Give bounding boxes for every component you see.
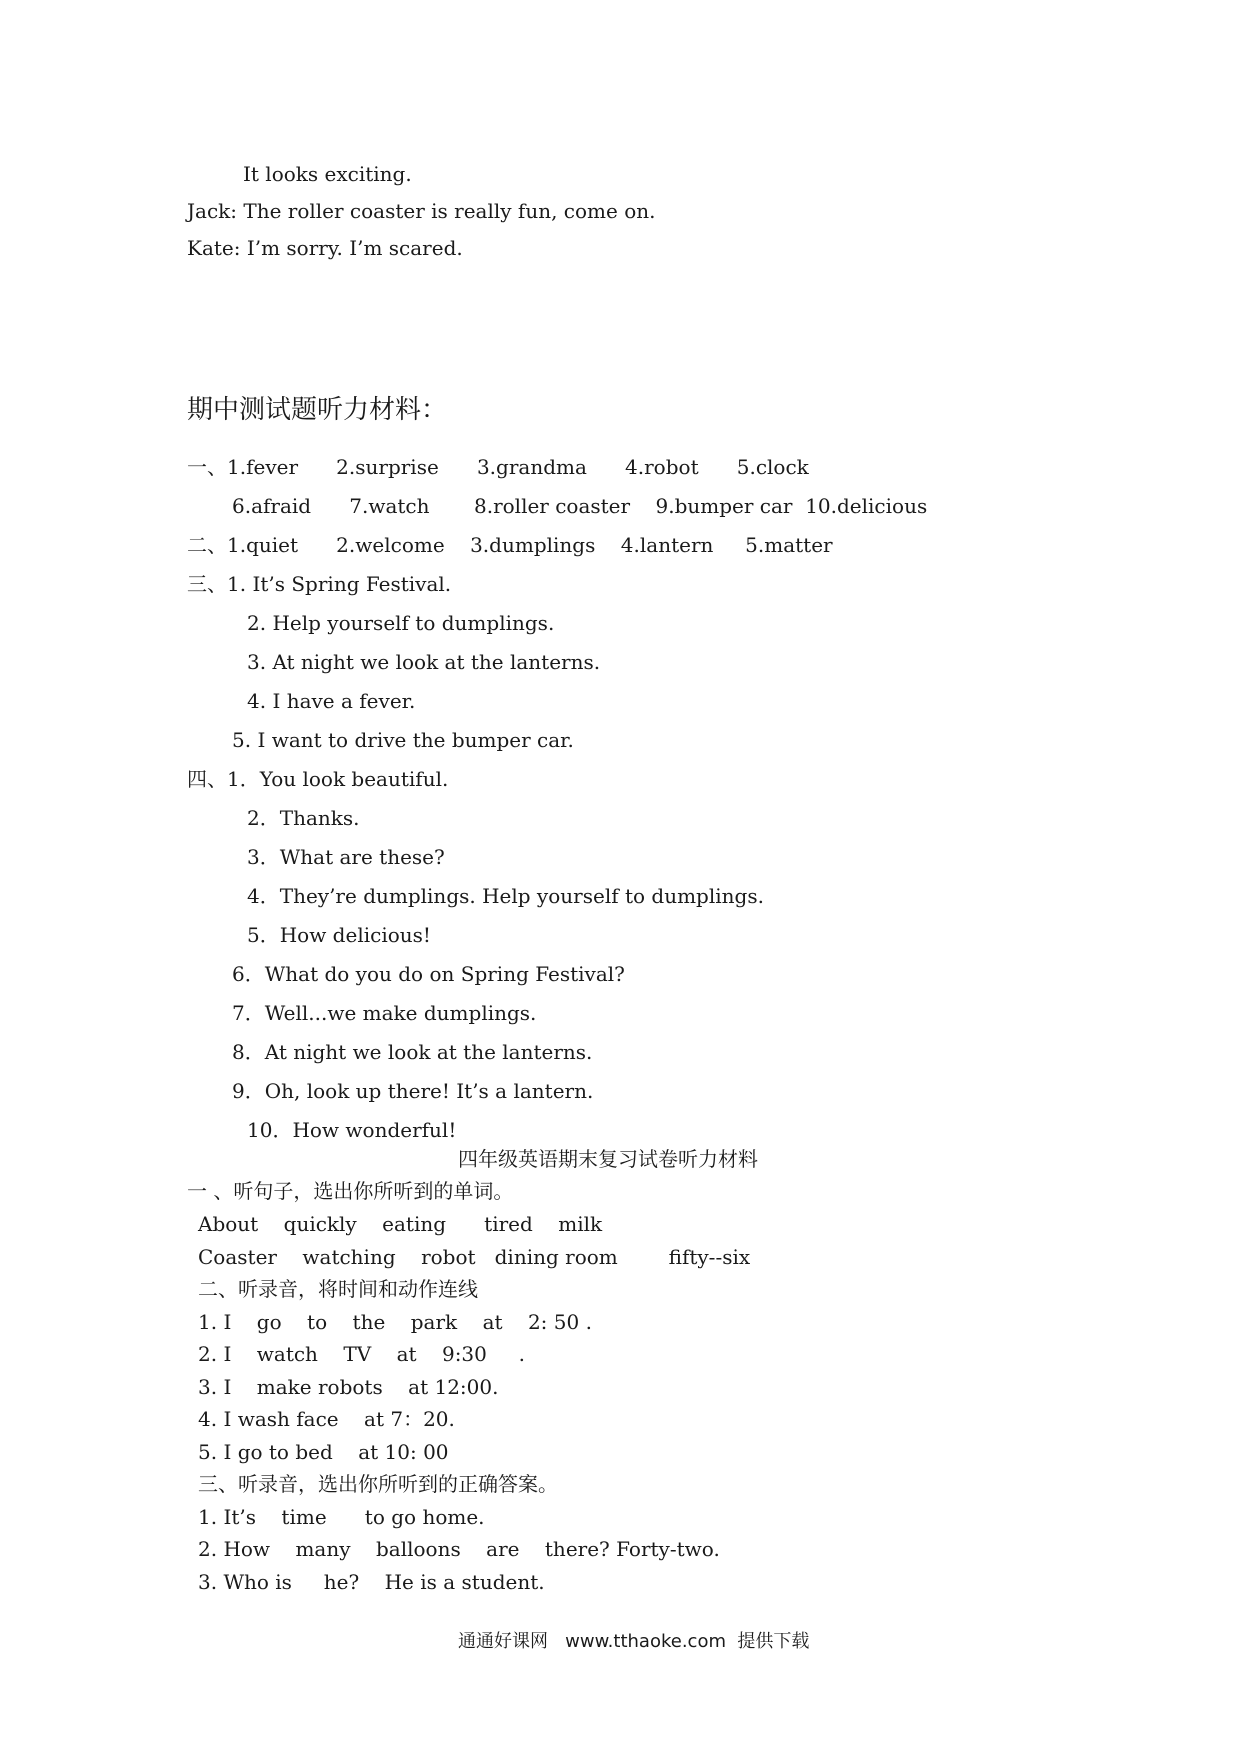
final-title: 四年级英语期末复习试卷听力材料 — [458, 1147, 758, 1171]
final-s2-item: 4. I wash face at 7：20. — [198, 1407, 455, 1431]
midterm-s3-item: 2. Help yourself to dumplings. — [247, 611, 555, 635]
final-s2-item: 2. I watch TV at 9:30 . — [198, 1342, 526, 1366]
final-s1-words-a: About quickly eating tired milk — [198, 1212, 603, 1236]
final-s3-item: 2. How many balloons are there? Forty-two. — [198, 1537, 720, 1561]
midterm-s4-item: 四、1．You look beautiful. — [187, 767, 449, 791]
final-s2-item: 1. I go to the park at 2: 50 . — [198, 1310, 592, 1334]
midterm-s4-item: 4．They’re dumplings. Help yourself to dumplings. — [247, 884, 764, 908]
midterm-s3-item: 3. At night we look at the lanterns. — [247, 650, 601, 674]
final-section-3-heading: 三、听录音，选出你所听到的正确答案。 — [198, 1472, 558, 1496]
midterm-s4-item: 3．What are these? — [247, 845, 445, 869]
midterm-s4-item: 9．Oh, look up there! It’s a lantern. — [232, 1079, 594, 1103]
midterm-s4-item: 2．Thanks. — [247, 806, 360, 830]
midterm-section-2: 二、1.quiet 2.welcome 3.dumplings 4.lantern 5.matter — [187, 533, 833, 557]
final-section-1-heading: 一 、听句子，选出你所听到的单词。 — [187, 1179, 514, 1203]
midterm-s4-item: 7．Well...we make dumplings. — [232, 1001, 537, 1025]
final-s2-item: 3. I make robots at 12:00. — [198, 1375, 499, 1399]
midterm-title: 期中测试题听力材料： — [187, 395, 448, 425]
final-s1-words-b: Coaster watching robot dining room fifty--six — [198, 1245, 751, 1269]
final-s3-item: 3. Who is he? He is a student. — [198, 1570, 545, 1594]
midterm-s4-item: 8．At night we look at the lanterns. — [232, 1040, 593, 1064]
intro-line-3: Kate: I’m sorry. I’m scared. — [187, 236, 463, 260]
footer-download-notice: 通通好课网 www.tthaoke.com 提供下载 — [458, 1631, 810, 1652]
midterm-s3-item: 三、1. It’s Spring Festival. — [187, 572, 452, 596]
intro-line-1: It looks exciting. — [243, 162, 412, 186]
final-s3-item: 1. It’s time to go home. — [198, 1505, 485, 1529]
midterm-s3-item: 5. I want to drive the bumper car. — [232, 728, 574, 752]
midterm-s4-item: 10．How wonderful! — [247, 1118, 457, 1142]
final-section-2-heading: 二、听录音，将时间和动作连线 — [198, 1277, 478, 1301]
intro-line-2: Jack: The roller coaster is really fun, come on. — [187, 199, 656, 223]
final-s2-item: 5. I go to bed at 10: 00 — [198, 1440, 449, 1464]
midterm-section-1a: 一、1.fever 2.surprise 3.grandma 4.robot 5.clock — [187, 455, 809, 479]
midterm-s3-item: 4. I have a fever. — [247, 689, 416, 713]
midterm-s4-item: 6．What do you do on Spring Festival? — [232, 962, 625, 986]
midterm-section-1b: 6.afraid 7.watch 8.roller coaster 9.bumper car 10.delicious — [232, 494, 928, 518]
midterm-s4-item: 5．How delicious! — [247, 923, 431, 947]
